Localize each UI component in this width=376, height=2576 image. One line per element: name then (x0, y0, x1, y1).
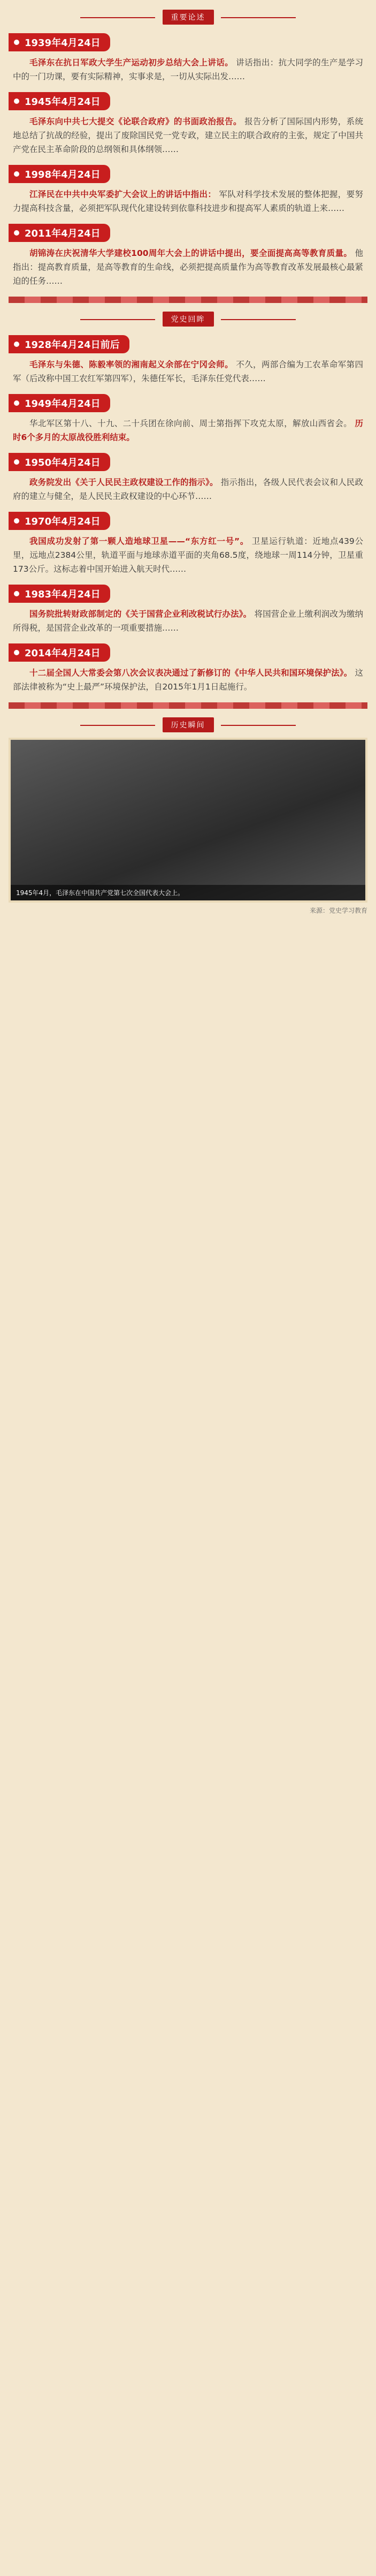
entry-1998 (9, 162, 367, 215)
section-label: 重要论述 (163, 10, 214, 25)
body: 不久，两部合编为工农革命军第四军（后改称中国工农红军第四军），朱德任军长，毛泽东任党代表…… (13, 360, 363, 383)
section-divider (9, 297, 367, 303)
date-bar (9, 585, 110, 603)
date-bar (9, 335, 129, 353)
entry-1928 (9, 332, 367, 385)
entry-text (13, 187, 363, 215)
entry-1949 (9, 391, 367, 444)
section-title-party-history (9, 312, 367, 327)
title-line-right (221, 17, 296, 18)
section-divider (9, 702, 367, 709)
body: 讲话指出：抗大同学的生产是学习中的一门功课，要有实际精神，实事求是，一切从实际出发…… (13, 58, 363, 81)
entry-text (13, 534, 363, 576)
date-bullet-icon (14, 40, 19, 45)
entry-1945 (9, 89, 367, 156)
date-bullet-icon (14, 400, 19, 406)
headline: 毛泽东在抗日军政大学生产运动初步总结大会上讲话。 (29, 58, 233, 67)
entry-1970 (9, 509, 367, 576)
photo-caption: 1945年4月，毛泽东在中国共产党第七次全国代表大会上。 (11, 885, 365, 900)
body: 将国营企业上缴利润改为缴纳所得税，是国营企业改革的一项重要措施…… (13, 609, 363, 633)
entry-1983 (9, 581, 367, 635)
date-bullet-icon (14, 591, 19, 596)
entry-text (13, 56, 363, 84)
date-bar (9, 92, 110, 110)
entry-2011 (9, 221, 367, 288)
entry-text (13, 666, 363, 694)
date-bullet-icon (14, 650, 19, 655)
date-bar (9, 512, 110, 530)
date-bullet-icon (14, 459, 19, 465)
headline: 毛泽东与朱德、陈毅率领的湘南起义余部在宁冈会师。 (29, 360, 233, 369)
date-text: 1928年4月24日前后 (25, 339, 120, 351)
title-line-left (80, 319, 155, 320)
title-line-right (221, 725, 296, 726)
entry-1950 (9, 450, 367, 503)
headline: 十二届全国人大常委会第八次会议表决通过了新修订的《中华人民共和国环境保护法》。 (29, 668, 352, 678)
source-text: 来源：党史学习教育 (309, 907, 367, 914)
history-photo (9, 738, 367, 903)
headline: 华北军区第十八、十九、二十兵团在徐向前、周士第指挥下攻克太原，解放山西省会。 (29, 419, 352, 428)
date-bar (9, 453, 110, 471)
body: 指示指出，各级人民代表会议和人民政府的建立与健全，是人民民主政权建设的中心环节…… (13, 478, 363, 501)
section-label: 党史回眸 (163, 312, 214, 327)
body: 报告分析了国际国内形势，系统地总结了抗战的经验，提出了废除国民党一党专政，建立民主的联合政府的主张，规定了中国共产党在民主革命阶段的总纲领和具体纲领…… (13, 117, 363, 154)
entry-text (13, 115, 363, 156)
date-bar (9, 33, 110, 51)
date-bullet-icon (14, 342, 19, 347)
date-text: 2014年4月24日 (25, 648, 101, 659)
date-text: 1939年4月24日 (25, 37, 101, 49)
date-bullet-icon (14, 99, 19, 104)
date-text: 1983年4月24日 (25, 589, 101, 600)
entry-text (13, 358, 363, 385)
headline: 政务院发出《关于人民民主政权建设工作的指示》。 (29, 478, 218, 487)
headline: 毛泽东向中共七大提交《论联合政府》的书面政治报告。 (29, 117, 242, 126)
date-bar (9, 643, 110, 662)
date-bullet-icon (14, 171, 19, 177)
body: 历时6个多月的太原战役胜利结束。 (13, 419, 363, 442)
section-title-history-image (9, 717, 367, 732)
title-line-left (80, 17, 155, 18)
date-text: 1945年4月24日 (25, 96, 101, 108)
date-bar (9, 165, 110, 183)
entry-text (13, 475, 363, 503)
section-title-major-speeches (9, 10, 367, 25)
entry-text (13, 246, 363, 288)
body: 军队对科学技术发展的整体把握，要努力提高科技含量，必须把军队现代化建设转到依靠科技进步和提高军人素质的轨道上来…… (13, 190, 363, 213)
body: 他指出：提高教育质量，是高等教育的生命线，必须把提高质量作为高等教育改革发展最核心最紧迫的任务…… (13, 248, 363, 286)
title-line-right (221, 319, 296, 320)
entry-text (13, 416, 363, 444)
entry-1939 (9, 30, 367, 84)
date-text: 1949年4月24日 (25, 398, 101, 410)
headline: 我国成功发射了第一颗人造地球卫星——“东方红一号”。 (29, 536, 249, 546)
date-bullet-icon (14, 518, 19, 524)
entry-2014 (9, 640, 367, 694)
date-text: 1998年4月24日 (25, 169, 101, 180)
headline: 江泽民在中共中央军委扩大会议上的讲话中指出： (29, 190, 217, 199)
date-text: 1970年4月24日 (25, 516, 101, 527)
title-line-left (80, 725, 155, 726)
date-text: 1950年4月24日 (25, 457, 101, 468)
body: 这部法律被称为“史上最严”环境保护法，自2015年1月1日起施行。 (13, 668, 363, 692)
date-bullet-icon (14, 230, 19, 236)
body: 卫星运行轨道：近地点439公里，远地点2384公里，轨道平面与地球赤道平面的夹角68.5度，绕地球一周114分钟，卫星重173公斤。这标志着中国开始进入航天时代…… (13, 536, 363, 574)
section-label: 历史瞬间 (163, 717, 214, 732)
entry-text (13, 607, 363, 635)
headline: 国务院批转财政部制定的《关于国营企业利改税试行办法》。 (29, 609, 252, 619)
date-bar (9, 224, 110, 242)
date-text: 2011年4月24日 (25, 228, 101, 239)
date-bar (9, 394, 110, 412)
headline: 胡锦涛在庆祝清华大学建校100周年大会上的讲话中提出，要全面提高高等教育质量。 (29, 248, 352, 258)
